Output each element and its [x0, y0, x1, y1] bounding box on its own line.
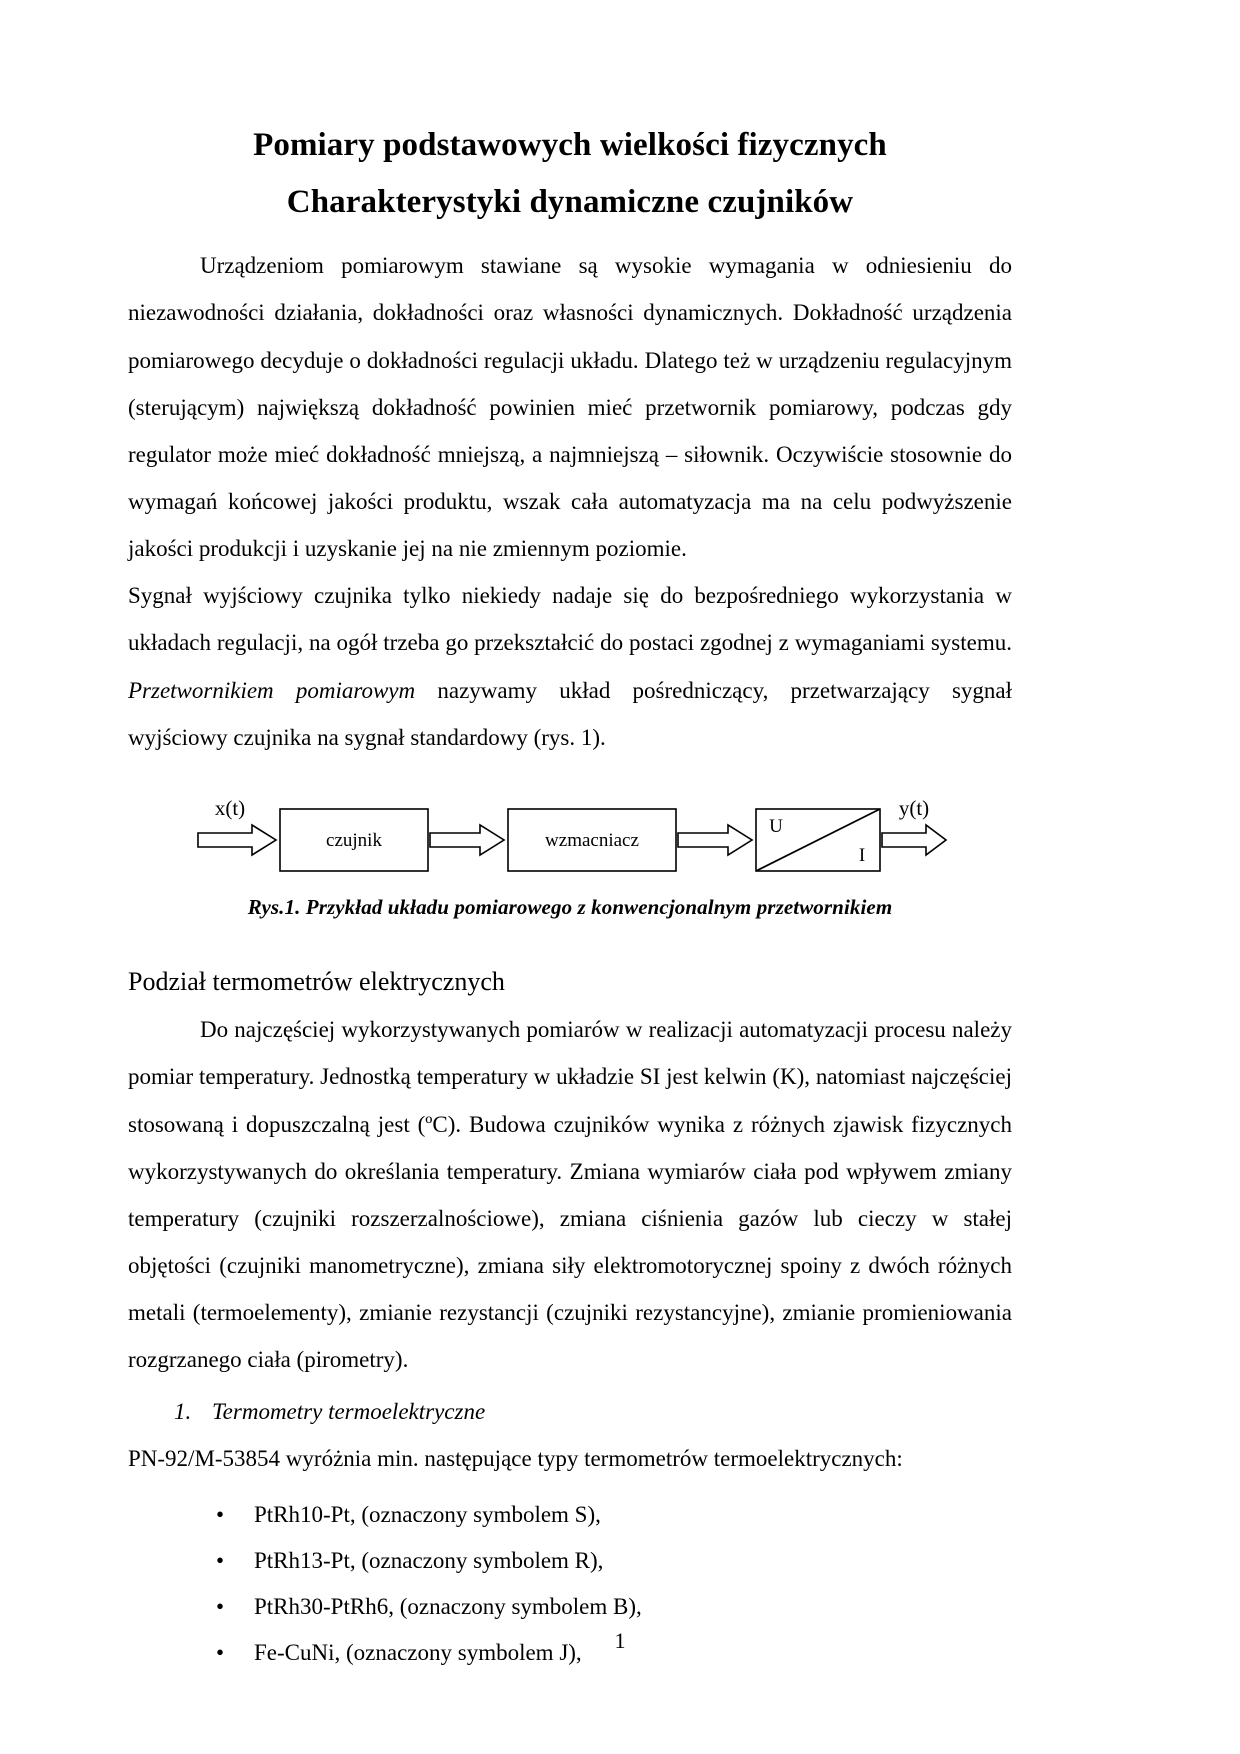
bullet-icon: •: [216, 1548, 225, 1574]
diagram-box-converter-label-top: U: [769, 815, 783, 837]
diagram-box-amplifier: [508, 809, 676, 871]
paragraph-standard-pn: PN-92/M-53854 wyróżnia min. następujące typy termometrów termoelektrycznych:: [128, 1446, 903, 1472]
list-item: [128, 1584, 1012, 1630]
arrow-sensor-to-amplifier-icon: [430, 825, 504, 855]
list-item-label: Fe-CuNi, (oznaczony symbolem J),: [254, 1640, 582, 1666]
paragraph-temperature: Do najczęściej wykorzystywanych pomiarów w realizacji automatyzacji procesu należy pomiar temperatury. Jednostką temperatury w układzie SI jest kelwin (K), natomiast najczęściej stosowaną i dopuszczalną jest (ºC). Budowa czujników wynika z różnych zjawisk fizycznych wykorzystywanych do określania temperatury. Zmiana wymiarów ciała pod wpływem zmiany temperatury (czujniki rozszerzalnościowe), zmiana ciśnienia gazów lub cieczy w stałej objętości (czujniki manometryczne), zmiana siły elektromotorycznej spoiny z dwóch różnych metali (termoelementy), zmianie rezystancji (czujniki rezystancyjne), zmianie promieniowania rozgrzanego ciała (pirometry).: [128, 1017, 1012, 1373]
input-arrow-icon: [198, 825, 276, 855]
paragraph-intro: Urządzeniom pomiarowym stawiane są wysokie wymagania w odniesieniu do niezawodności działania, dokładności oraz własności dynamicznych. Dokładność urządzenia pomiarowego decyduje o dokładności regulacji układu. Dlatego też w urządzeniu regulacyjnym (sterującym) największą dokładność powinien mieć przetwornik pomiarowy, podczas gdy regulator może mieć dokładność mniejszą, a najmniejszą – siłownik. Oczywiście stosownie do wymagań końcowej jakości produktu, wszak cała automatyzacja ma na celu podwyższenie jakości produkcji i uzyskanie jej na nie zmiennym poziomie.: [128, 253, 1012, 562]
page-number: 1: [614, 1628, 626, 1653]
bullet-icon: •: [216, 1640, 225, 1666]
page-content: [128, 120, 1012, 1676]
list-item-label: PtRh30-PtRh6, (oznaczony symbolem B),: [254, 1594, 642, 1620]
numbered-item-label: Termometry termoelektryczne: [212, 1399, 486, 1425]
document-title-line-1: Pomiary podstawowych wielkości fizycznych: [253, 127, 887, 163]
diagram-box-sensor: [280, 809, 428, 871]
paragraph-signal-part2: nazywamy układ pośredniczący, przetwarzający sygnał wyjściowy czujnika na sygnał standardowy (rys. 1).: [128, 677, 1013, 750]
numbered-item-thermoelectric: [128, 1389, 1012, 1435]
diagram-output-label: y(t): [898, 795, 930, 820]
diagram-box-converter-label-bottom: I: [858, 844, 866, 866]
arrow-amplifier-to-converter-icon: [678, 825, 752, 855]
output-arrow-icon: [882, 825, 946, 855]
list-item-label: PtRh10-Pt, (oznaczony symbolem S),: [254, 1502, 601, 1528]
diagram-box-converter: [756, 809, 880, 871]
block-diagram: [190, 795, 950, 885]
list-item: [128, 1492, 1012, 1538]
figure-1: [128, 795, 1012, 920]
bullet-icon: •: [216, 1502, 225, 1528]
paragraph-signal-part1: Sygnał wyjściowy czujnika tylko niekiedy nadaje się do bezpośredniego wykorzystania w układach regulacji, na ogół trzeba go przekształcić do postaci zgodnej z wymaganiami systemu.: [128, 583, 1012, 656]
list-item-label: PtRh13-Pt, (oznaczony symbolem R),: [254, 1548, 604, 1574]
numbered-item-marker: 1.: [174, 1399, 192, 1425]
document-title-line-2: Charakterystyki dynamiczne czujników: [286, 184, 854, 221]
list-item: [128, 1538, 1012, 1584]
emphasis-przetwornik-pomiarowy: Przetwornikiem pomiarowym: [128, 677, 416, 703]
figure-caption: Rys.1. Przykład układu pomiarowego z konwencjonalnym przetwornikiem: [247, 894, 893, 919]
paragraph-signal: [128, 572, 1012, 761]
diagram-box-amplifier-label: wzmacniacz: [545, 829, 639, 851]
bullet-icon: •: [216, 1594, 225, 1620]
diagram-input-label: x(t): [214, 795, 246, 820]
section-heading-thermometer-division: Podział termometrów elektrycznych: [128, 966, 505, 996]
diagram-box-sensor-label: czujnik: [326, 829, 382, 851]
